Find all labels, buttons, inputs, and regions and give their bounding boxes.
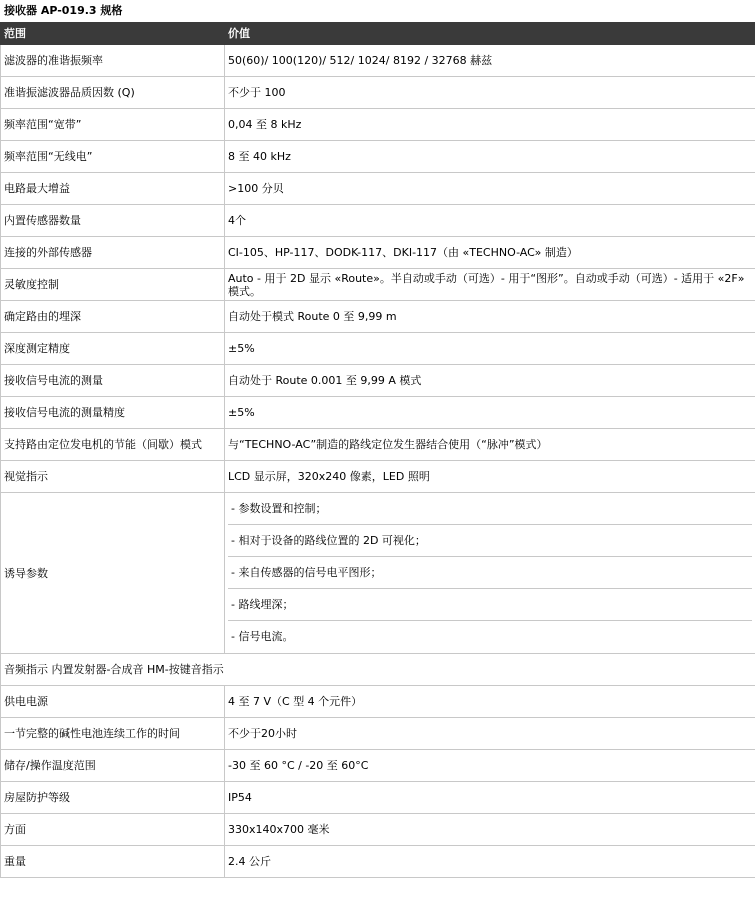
row-label: 灵敏度控制 — [1, 269, 225, 301]
row-label: 储存/操作温度范围 — [1, 750, 225, 782]
guidance-item: - 参数设置和控制； — [228, 493, 752, 525]
row-value: Auto - 用于 2D 显示 «Route»。半自动或手动（可选）- 用于“图形”。自动或手动（可选）- 适用于 «2F» 模式。 — [225, 269, 755, 301]
header-range: 范围 — [1, 23, 225, 45]
row-value: 不少于 100 — [225, 77, 755, 109]
row-label: 确定路由的埋深 — [1, 301, 225, 333]
table-row — [1, 397, 755, 429]
guidance-item: - 来自传感器的信号电平图形； — [228, 557, 752, 589]
row-value: 自动处于模式 Route 0 至 9,99 m — [225, 301, 755, 333]
row-value: -30 至 60 °C / -20 至 60°C — [225, 750, 755, 782]
row-label: 一节完整的碱性电池连续工作的时间 — [1, 718, 225, 750]
table-row — [1, 237, 755, 269]
row-label: 滤波器的准谐振频率 — [1, 45, 225, 77]
row-value: IP54 — [225, 782, 755, 814]
table-row — [1, 77, 755, 109]
table-row — [1, 461, 755, 493]
table-row — [1, 45, 755, 77]
row-label: 供电电源 — [1, 686, 225, 718]
row-value: 与“TECHNO-AC”制造的路线定位发生器结合使用（“脉冲”模式） — [225, 429, 755, 461]
row-value: LCD 显示屏，320x240 像素，LED 照明 — [225, 461, 755, 493]
table-row-guidance — [1, 493, 755, 654]
row-value: 不少于20小时 — [225, 718, 755, 750]
row-label: 频率范围“宽带” — [1, 109, 225, 141]
table-row — [1, 686, 755, 718]
guidance-item: - 信号电流。 — [231, 630, 294, 643]
row-label: 方面 — [1, 814, 225, 846]
row-label: 内置传感器数量 — [1, 205, 225, 237]
table-row — [1, 109, 755, 141]
row-label: 支持路由定位发电机的节能（间歇）模式 — [1, 429, 225, 461]
row-label: 接收信号电流的测量精度 — [1, 397, 225, 429]
table-row-audio — [1, 654, 755, 686]
spec-table — [0, 22, 755, 878]
table-row — [1, 365, 755, 397]
row-label: 接收信号电流的测量 — [1, 365, 225, 397]
table-row — [1, 782, 755, 814]
row-label: 深度测定精度 — [1, 333, 225, 365]
row-value: 8 至 40 kHz — [225, 141, 755, 173]
table-row — [1, 173, 755, 205]
spec-title: 接收器 AP-019.3 规格 — [4, 4, 123, 17]
table-row — [1, 750, 755, 782]
table-row — [1, 718, 755, 750]
row-value: ±5% — [225, 397, 755, 429]
table-row — [1, 333, 755, 365]
table-row — [1, 141, 755, 173]
row-value: >100 分贝 — [225, 173, 755, 205]
header-value: 价值 — [225, 23, 755, 45]
audio-indication: 音频指示 内置发射器-合成音 HM-按键音指示 — [1, 654, 755, 686]
row-label: 电路最大增益 — [1, 173, 225, 205]
table-row — [1, 301, 755, 333]
row-label: 连接的外部传感器 — [1, 237, 225, 269]
guidance-item: - 路线埋深； — [228, 589, 752, 621]
row-label: 准谐振滤波器品质因数 (Q) — [1, 77, 225, 109]
table-row — [1, 814, 755, 846]
row-value: 4 至 7 V（C 型 4 个元件） — [225, 686, 755, 718]
table-row — [1, 429, 755, 461]
row-value: ±5% — [225, 333, 755, 365]
row-value: 4个 — [225, 205, 755, 237]
row-value: 330x140x700 毫米 — [225, 814, 755, 846]
row-value: 0,04 至 8 kHz — [225, 109, 755, 141]
row-value: CI-105、HP-117、DODK-117、DKI-117（由 «TECHNO-AC» 制造） — [225, 237, 755, 269]
row-label: 视觉指示 — [1, 461, 225, 493]
row-value: 2.4 公斤 — [225, 846, 755, 878]
guidance-item: - 相对于设备的路线位置的 2D 可视化； — [228, 525, 752, 557]
table-row — [1, 269, 755, 301]
table-row — [1, 846, 755, 878]
row-label: 房屋防护等级 — [1, 782, 225, 814]
row-value: 50(60)/ 100(120)/ 512/ 1024/ 8192 / 32768 赫兹 — [225, 45, 755, 77]
row-label: 频率范围“无线电” — [1, 141, 225, 173]
guidance-label: 诱导参数 — [1, 493, 225, 654]
row-value: 自动处于 Route 0.001 至 9,99 A 模式 — [225, 365, 755, 397]
table-row — [1, 205, 755, 237]
guidance-values — [225, 493, 755, 654]
table-header — [1, 23, 755, 45]
row-label: 重量 — [1, 846, 225, 878]
